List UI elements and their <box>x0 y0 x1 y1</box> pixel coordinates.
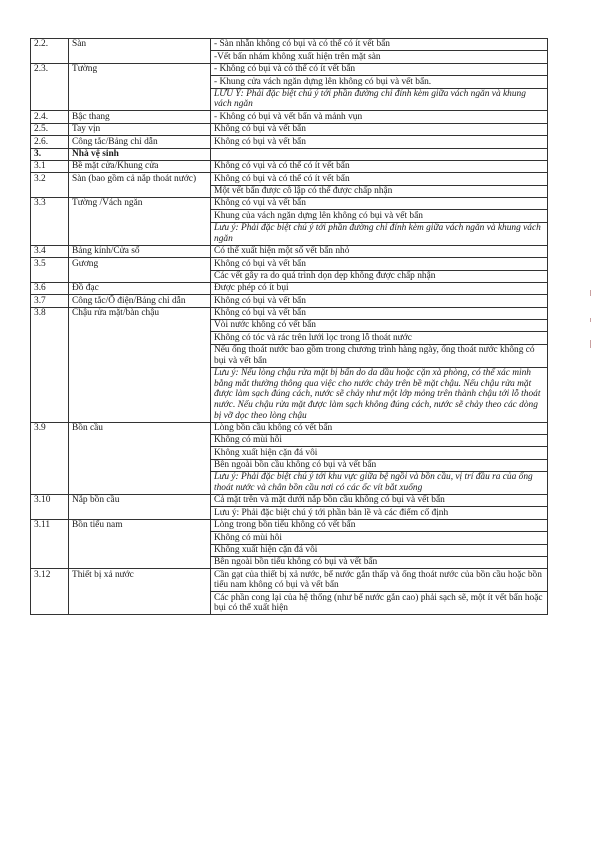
item-number: 3.11 <box>31 519 69 569</box>
table-row <box>31 307 548 319</box>
item-name: Bề mặt cửa/Khung cửa <box>69 160 211 172</box>
criteria-text: - Sàn nhẵn không có bụi và có thể có ít vết bẩn <box>211 39 548 51</box>
item-number: 3.3 <box>31 198 69 246</box>
criteria-text: Không có bụi và vết bẩn <box>211 136 548 148</box>
criteria-text: Các phần cong lại của hệ thống (như bể nước gắn cao) phải sạch sẽ, một ít vết bẩn hoặc bụi có thể xuất hiện <box>211 592 548 615</box>
criteria-text: Không có bụi và vết bẩn <box>211 295 548 307</box>
table-row <box>31 39 548 51</box>
item-number: 3.8 <box>31 307 69 422</box>
item-name: Thiết bị xả nước <box>69 569 211 615</box>
criteria-text: Không có bụi và có thể có ít vết bẩn <box>211 173 548 185</box>
item-name: Tường /Vách ngăn <box>69 198 211 246</box>
item-name: Sàn (bao gồm cả nắp thoát nước) <box>69 173 211 198</box>
item-name: Sàn <box>69 39 211 64</box>
table-row <box>31 63 548 75</box>
item-number: 2.6. <box>31 136 69 148</box>
item-name: Bồn cầu <box>69 422 211 494</box>
table-row <box>31 569 548 592</box>
criteria-text <box>211 148 548 160</box>
item-number: 2.4. <box>31 111 69 123</box>
criteria-text: Cả mặt trên và mặt dưới nắp bồn cầu không có bụi và vết bẩn <box>211 495 548 507</box>
item-number: 3.2 <box>31 173 69 198</box>
table-row <box>31 282 548 294</box>
criteria-text: Vòi nước không có vết bẩn <box>211 320 548 332</box>
criteria-text: Có thể xuất hiện một số vết bẩn nhỏ <box>211 245 548 257</box>
item-number: 3.6 <box>31 282 69 294</box>
criteria-text: Không có bụi và vết bẩn <box>211 258 548 270</box>
criteria-text: Bên ngoài bồn cầu không có bụi và vết bẩn <box>211 459 548 471</box>
item-number: 3.12 <box>31 569 69 615</box>
table-row <box>31 245 548 257</box>
item-number: 2.2. <box>31 39 69 64</box>
table-row <box>31 258 548 270</box>
table-row <box>31 111 548 123</box>
item-number: 3.4 <box>31 245 69 257</box>
criteria-text: Cần gạt của thiết bị xả nước, bể nước gắn thấp và ống thoát nước của bồn cầu hoặc bồn tiểu nam không có bụi và vết bẩn <box>211 569 548 592</box>
table-row <box>31 519 548 531</box>
item-name: Bồn tiểu nam <box>69 519 211 569</box>
criteria-text: Không xuất hiện cặn đá vôi <box>211 544 548 556</box>
criteria-text: Không có vụi và có thể có ít vết bẩn <box>211 160 548 172</box>
item-number: 3.7 <box>31 295 69 307</box>
criteria-text: Không có tóc và rác trên lưới lọc trong lỗ thoát nước <box>211 332 548 344</box>
criteria-text: Lòng bồn cầu không có vết bẩn <box>211 422 548 434</box>
table-row <box>31 422 548 434</box>
item-name: Chậu rửa mặt/bàn chậu <box>69 307 211 422</box>
item-number: 3.9 <box>31 422 69 494</box>
table-row <box>31 136 548 148</box>
criteria-text: Lưu ý: Phải đặc biệt chú ý tới phần bản lề và các điểm cố định <box>211 507 548 519</box>
criteria-text: Được phép có ít bụi <box>211 282 548 294</box>
criteria-note: Lưu ý: Phải đặc biệt chú ý tới phần đường chỉ đính kèm giữa vách ngăn và khung vách ngăn <box>211 222 548 245</box>
table-row <box>31 198 548 210</box>
item-number: 3.1 <box>31 160 69 172</box>
table-body <box>31 39 548 615</box>
table-row <box>31 495 548 507</box>
criteria-text: Không xuất hiện cặn đá vôi <box>211 447 548 459</box>
criteria-text: Không có vụi và vết bẩn <box>211 198 548 210</box>
item-number: 3.5 <box>31 258 69 283</box>
item-name: Bậc thang <box>69 111 211 123</box>
table-row <box>31 173 548 185</box>
criteria-text: - Không có bụi và có thể có ít vết bẩn <box>211 63 548 75</box>
cleaning-standards-table <box>30 38 548 615</box>
criteria-text: -Vết bẩn nhám không xuất hiện trên mặt sàn <box>211 51 548 63</box>
criteria-note: Lưu ý: Nếu lòng chậu rửa mặt bị bẩn do da dầu hoặc cặn xà phòng, có thể xác minh bằng mắt thường thông qua việc cho nước chảy trên bề mặt chậu. Nếu chậu rửa mặt được làm sạch đúng cách, nước sẽ chảy như một lớp mỏng trên thành chậu tới lỗ thoát nước. Nếu chậu rửa mặt được làm sạch không đúng cách, nước sẽ chảy theo các dòng bị vỡ dọc theo lòng chậu <box>211 367 548 422</box>
item-number: 2.3. <box>31 63 69 111</box>
item-name: Bảng kính/Cửa sổ <box>69 245 211 257</box>
margin-mark <box>590 340 591 348</box>
table-row <box>31 295 548 307</box>
item-name: Nắp bồn cầu <box>69 495 211 520</box>
criteria-text: Không có bụi và vết bẩn <box>211 307 548 319</box>
criteria-text: Nếu ống thoát nước bao gồm trong chương trình hàng ngày, ống thoát nước không có bụi và vết bẩn <box>211 344 548 367</box>
item-name: Gương <box>69 258 211 283</box>
criteria-text: Không có bụi và vết bẩn <box>211 123 548 135</box>
item-name: Tay vịn <box>69 123 211 135</box>
table-row <box>31 148 548 160</box>
criteria-text: Không có mùi hôi <box>211 532 548 544</box>
item-number: 3.10 <box>31 495 69 520</box>
criteria-text: Một vết bẩn được cô lập có thể được chấp nhận <box>211 185 548 197</box>
item-name: Tường <box>69 63 211 111</box>
item-number: 3. <box>31 148 69 160</box>
criteria-text: - Khung cửa vách ngăn dựng lên không có bụi và vết bẩn. <box>211 76 548 88</box>
item-name: Nhà vệ sinh <box>69 148 211 160</box>
criteria-text: Bên ngoài bồn tiểu không có bụi và vết bẩn <box>211 556 548 568</box>
margin-mark <box>590 318 591 322</box>
criteria-text: Khung của vách ngăn dựng lên không có bụi và vết bẩn <box>211 210 548 222</box>
criteria-text: Lòng trong bồn tiểu không có vết bẩn <box>211 519 548 531</box>
margin-mark <box>590 290 591 296</box>
item-number: 2.5. <box>31 123 69 135</box>
item-name: Công tắc/Ổ điện/Bảng chỉ dẫn <box>69 295 211 307</box>
item-name: Công tắc/Bảng chỉ dẫn <box>69 136 211 148</box>
criteria-text: Các vết gây ra do quá trình dọn dẹp không được chấp nhận <box>211 270 548 282</box>
table-row <box>31 123 548 135</box>
criteria-text: Không có mùi hôi <box>211 434 548 446</box>
criteria-note: LƯU Ý: Phải đặc biệt chú ý tới phần đường chỉ đính kèm giữa vách ngăn và khung vách ngăn <box>211 88 548 111</box>
table-row <box>31 160 548 172</box>
item-name: Đồ đạc <box>69 282 211 294</box>
criteria-text: - Không có bụi và vết bẩn và mảnh vụn <box>211 111 548 123</box>
criteria-note: Lưu ý: Phải đặc biệt chú ý tới khu vực giữa bệ ngồi và bồn cầu, vị trí đầu ra của ống thoát nước và chân bồn cầu nơi có các ốc vít bắt xuống <box>211 472 548 495</box>
